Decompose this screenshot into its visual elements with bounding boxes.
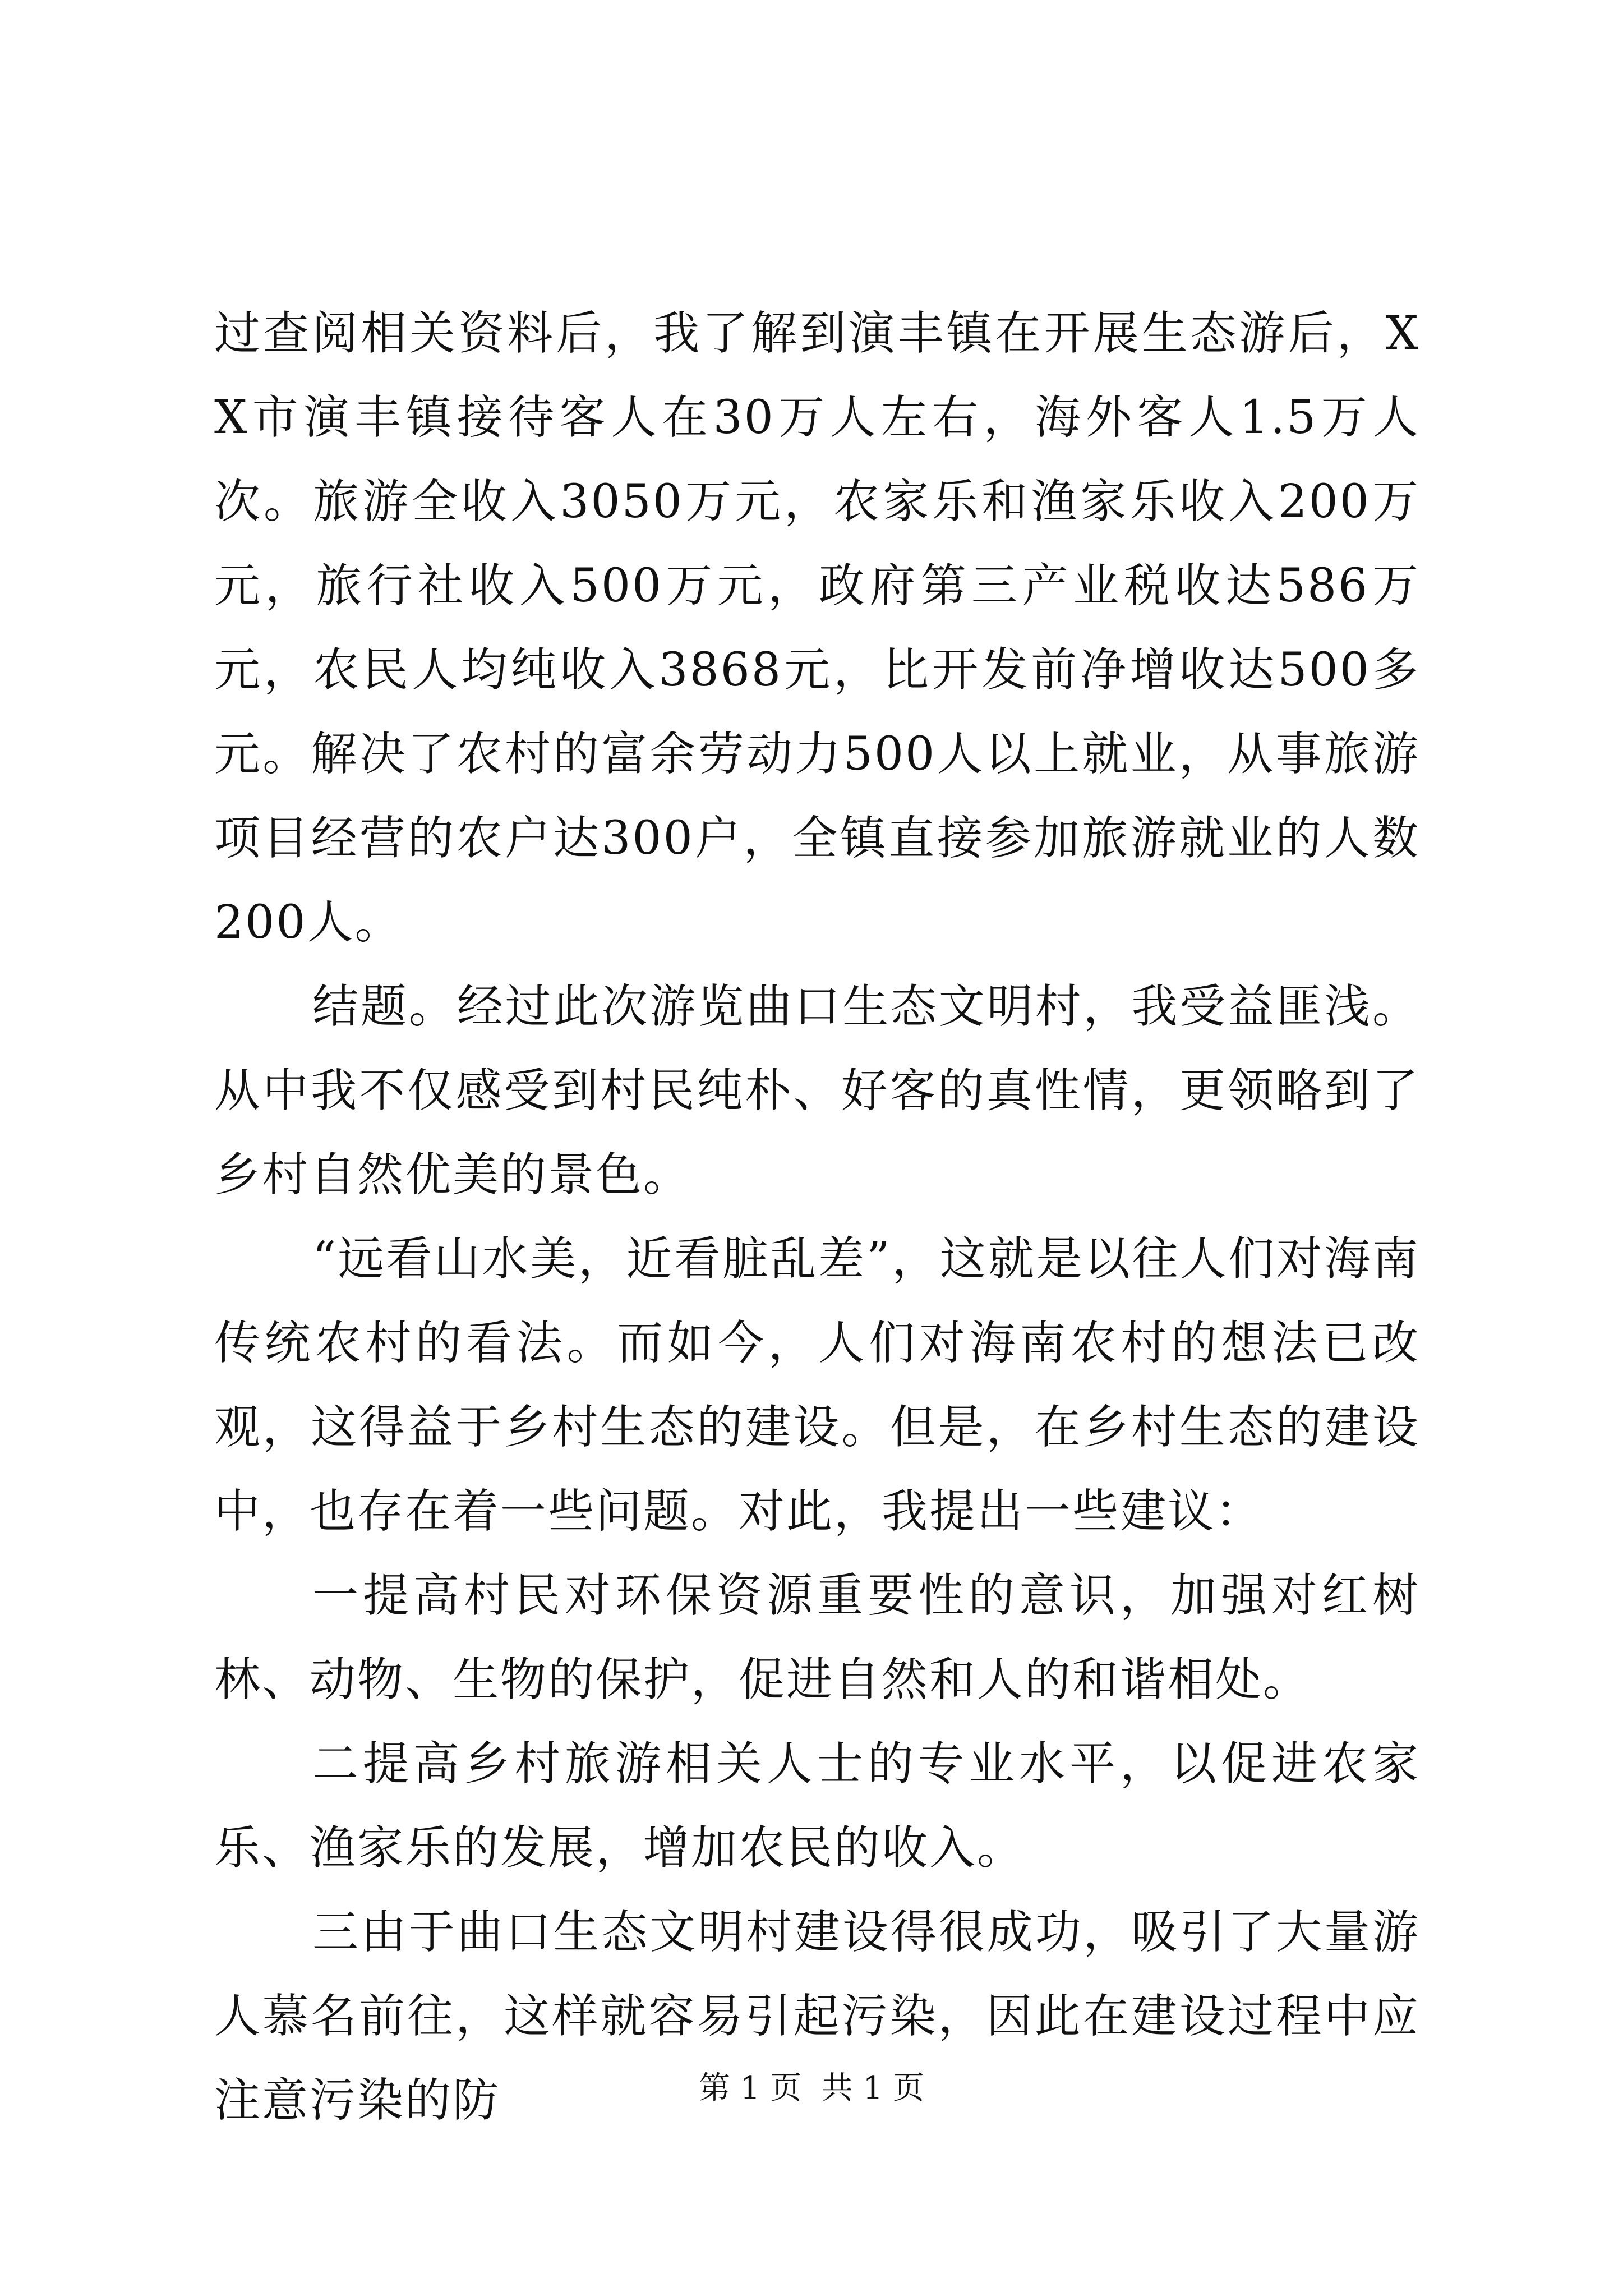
paragraph-suggestion-3: 三由于曲口生态文明村建设得很成功，吸引了大量游人慕名前往，这样就容易引起污染，因此在建设过程中应注意污染的防 (214, 1906, 1420, 2127)
paragraph-problems: “远看山水美，近看脏乱差”，这就是以往人们对海南传统农村的看法。而如今，人们对海南农村的想法已改观，这得益于乡村生态的建设。但是，在乡村生态的建设中，也存在着一些问题。对此，我提出一些建议： (214, 1232, 1420, 1538)
page-number: 第 1 页 共 1 页 (698, 2070, 925, 2106)
paragraph-suggestion-2: 二提高乡村旅游相关人士的专业水平，以促进农家乐、渔家乐的发展，增加农民的收入。 (214, 1737, 1420, 1875)
paragraph-statistics: 过查阅相关资料后，我了解到演丰镇在开展生态游后，XX市演丰镇接待客人在30万人左右，海外客人1.5万人次。旅游全收入3050万元，农家乐和渔家乐收入200万元，旅行社收入500万元，政府第三产业税收达586万元，农民人均纯收入3868元，比开发前净增收达500多元。解决了农村的富余劳动力500人以上就业，从事旅游项目经营的农户达300户，全镇直接参加旅游就业的人数200人。 (214, 307, 1420, 949)
document-body (214, 292, 1420, 2143)
paragraph-suggestion-1: 一提高村民对环保资源重要性的意识，加强对红树林、动物、生物的保护，促进自然和人的和谐相处。 (214, 1569, 1420, 1706)
page-footer (0, 2069, 1623, 2108)
paragraph-conclusion: 结题。经过此次游览曲口生态文明村，我受益匪浅。从中我不仅感受到村民纯朴、好客的真性情，更领略到了乡村自然优美的景色。 (214, 980, 1420, 1202)
